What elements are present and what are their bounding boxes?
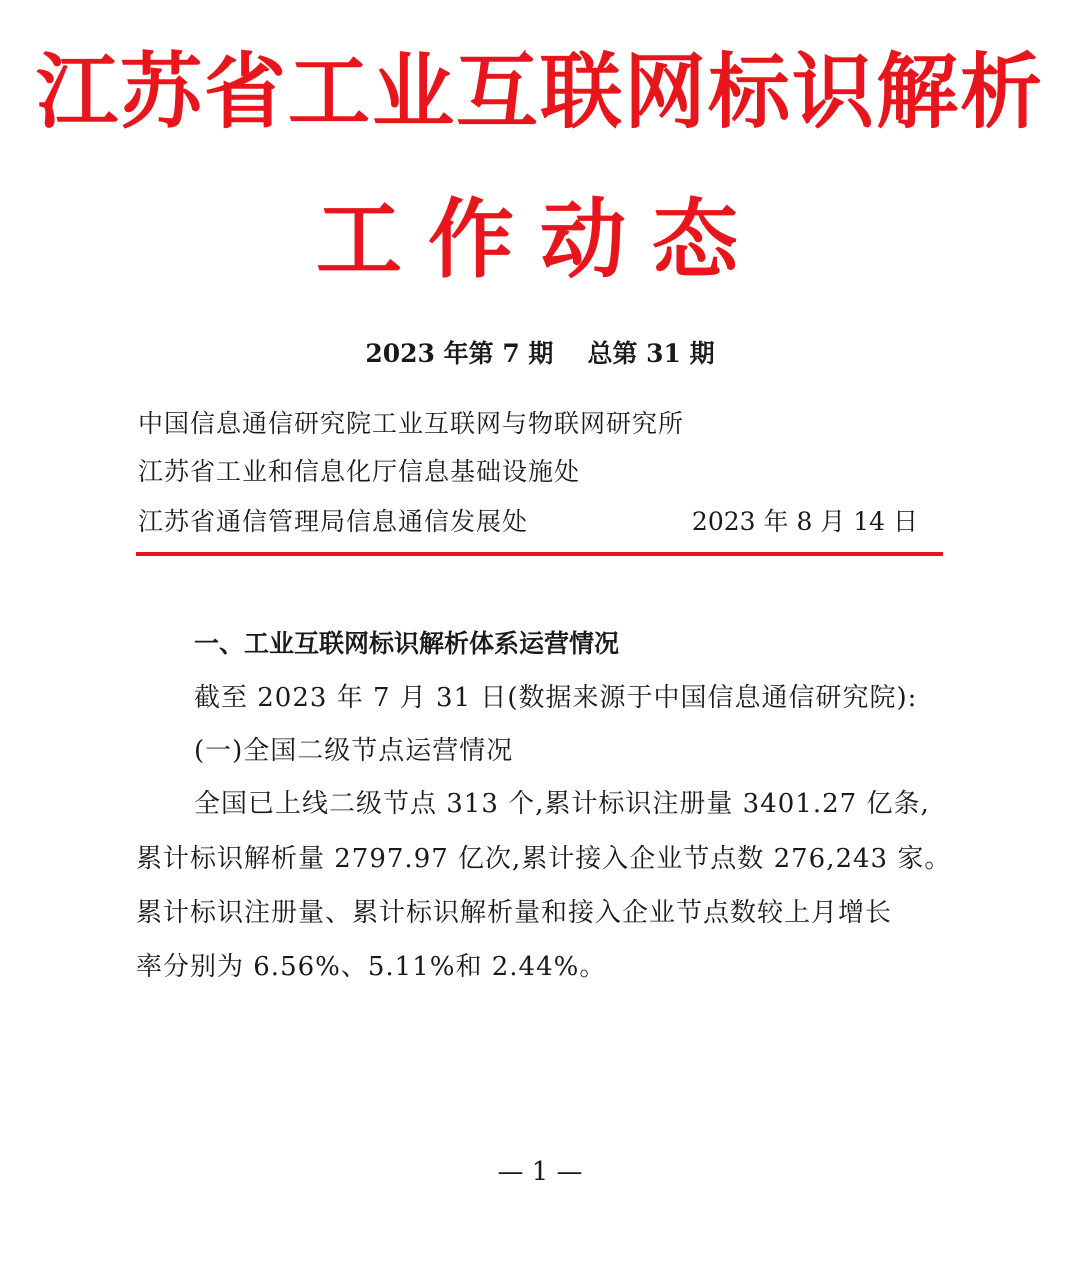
issue-date: 2023 年 8 月 14 日 [691,507,918,536]
paragraph-line: 率分别为 6.56%、5.11%和 2.44%。 [136,952,607,982]
paragraph-line: 累计标识注册量、累计标识解析量和接入企业节点数较上月增长 [136,898,893,928]
masthead-title: 江苏省工业互联网标识解析 [35,44,1044,140]
subsection-heading: (一)全国二级节点运营情况 [194,736,514,766]
issuer-2: 江苏省工业和信息化厅信息基础设施处 [138,457,581,486]
section-heading: 一、工业互联网标识解析体系运营情况 [194,629,620,658]
issuer-1: 中国信息通信研究院工业互联网与物联网研究所 [138,409,685,438]
issue-total: 总第 31 期 [587,339,715,368]
red-divider [136,552,943,556]
issue-number [0,334,1080,374]
cutoff-line: 截至 2023 年 7 月 31 日(数据来源于中国信息通信研究院): [194,683,918,713]
paragraph-line: 全国已上线二级节点 313 个,累计标识注册量 3401.27 亿条, [194,789,930,819]
issuer-3: 江苏省通信管理局信息通信发展处 [138,507,529,536]
masthead-subtitle: 工作动态 [316,189,764,290]
page-number: — 1 — [497,1157,583,1187]
issue-period: 2023 年第 7 期 [365,339,554,368]
paragraph-line: 累计标识解析量 2797.97 亿次,累计接入企业节点数 276,243 家。 [136,844,952,874]
